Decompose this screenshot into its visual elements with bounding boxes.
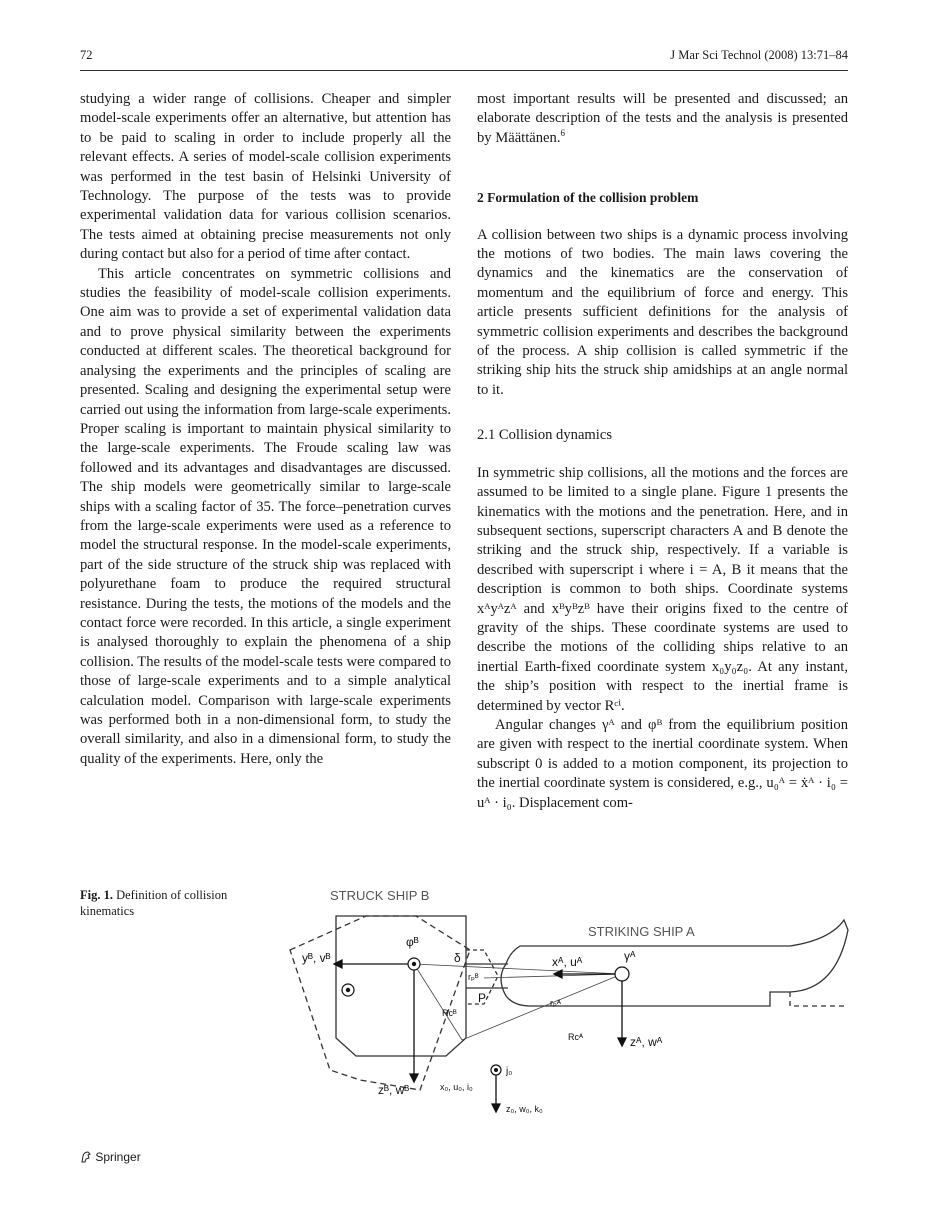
svg-text:rₚᴮ: rₚᴮ bbox=[468, 972, 479, 982]
subsection-heading: 2.1 Collision dynamics bbox=[477, 427, 612, 444]
journal-citation: J Mar Sci Technol (2008) 13:71–84 bbox=[670, 48, 848, 62]
page-header bbox=[80, 48, 848, 68]
svg-text:Rᴄᴬ: Rᴄᴬ bbox=[568, 1032, 584, 1042]
svg-text:Rᴄᴮ: Rᴄᴮ bbox=[442, 1008, 457, 1018]
striking-ship-label: STRIKING SHIP A bbox=[588, 924, 695, 939]
publisher-name: Springer bbox=[95, 1150, 141, 1164]
paragraph: studying a wider range of collisions. Cheaper and simpler model-scale experiments offer an alternative, but attention has to be paid to scaling in order to include properly all the relevant effects. A series of model-scale collision experiments was performed in the test basin of Helsinki University of Technology. The purpose of the tests was to provide experimental validation data for various collision scenarios. The tests aimed at obtaining precise measurements not only during contact but also for a period of time after contact. bbox=[80, 91, 451, 263]
svg-text:P: P bbox=[478, 991, 487, 1005]
springer-horse-icon bbox=[80, 1151, 92, 1163]
svg-text:zᴮ, wᴮ: zᴮ, wᴮ bbox=[378, 1083, 410, 1097]
svg-text:δ: δ bbox=[454, 951, 461, 965]
section-heading: 2 Formulation of the collision problem bbox=[477, 190, 699, 206]
left-column bbox=[80, 90, 451, 769]
svg-text:zᴬ, wᴬ: zᴬ, wᴬ bbox=[630, 1035, 663, 1049]
page-number: 72 bbox=[80, 48, 93, 62]
collision-kinematics-figure bbox=[270, 880, 850, 1120]
paragraph: most important results will be presented and discussed; an elaborate description of the tests and the analysis is presented by Määttänen.$^6$ bbox=[477, 91, 848, 146]
paragraph: A collision between two ships is a dynamic process involving the motions of two bodies. The main laws covering the dynamics and the kinematics are the conservation of momentum and the equilibrium of force and energy. This article presents sufficient definitions for the analysis of symmetric collision experiments and describes the background of the process. A ship collision is called symmetric if the striking ship hits the struck ship amidships at an angle normal to it. bbox=[477, 226, 848, 398]
publisher-footer bbox=[80, 1150, 141, 1164]
svg-text:x₀, u₀, i₀: x₀, u₀, i₀ bbox=[440, 1082, 473, 1092]
svg-text:j₀: j₀ bbox=[506, 1066, 513, 1077]
struck-ship-rotated-outline bbox=[290, 916, 470, 1090]
right-column bbox=[477, 90, 848, 813]
paragraph: Angular changes γᴬ and φᴮ from the equilibrium position are given with respect to the inertial coordinate system. When subscript 0 is added to a motion component, its projection to the inertial coordinate system is considered, e.g., u₀ᴬ = ẋᴬ · i₀ = uᴬ · i₀. Displacement com- bbox=[477, 716, 848, 811]
figure-caption: Fig. 1. Definition of collision kinematics bbox=[80, 888, 228, 918]
header-rule bbox=[80, 70, 848, 71]
svg-text:z₀, w₀, k₀: z₀, w₀, k₀ bbox=[506, 1104, 543, 1114]
struck-ship-label: STRUCK SHIP B bbox=[330, 888, 430, 903]
svg-text:rₚᴬ: rₚᴬ bbox=[550, 998, 561, 1008]
svg-text:xᴬ, uᴬ: xᴬ, uᴬ bbox=[552, 955, 583, 969]
center-of-gravity-a bbox=[615, 967, 629, 981]
svg-text:yᴮ, vᴮ: yᴮ, vᴮ bbox=[302, 951, 331, 965]
svg-text:φᴮ: φᴮ bbox=[406, 935, 419, 949]
svg-text:γᴬ: γᴬ bbox=[624, 949, 636, 963]
paragraph: This article concentrates on symmetric collisions and studies the feasibility of model-scale collision experiments. One aim was to provide a set of experimental validation data and to prove physical similarity between the experiments conducted at different scales. The theoretical background for analysing the experiments and the principles of scaling are presented. Scaling and designing the experimental setup were carried out using the information from large-scale experiments. Proper scaling is important to maintain physical similarity to the large-scale experiments. The Froude scaling law was followed and its advantages and disadvantages are discussed. The ship models were geometrically similar to large-scale ships with a scaling factor of 35. The force–penetration curves from the large-scale experiments were used as a reference to model the structural response. In the model-scale experiments, part of the side structure of the struck ship was replaced with polyurethane foam to produce the required structural resistance. During the tests, the motions of the models and the contact force were recorded. In this article, a single experiment is analysed thoroughly to explain the phenomena of a ship collision. The results of the model-scale tests were compared to those of large-scale experiments and to a simple analytical calculation model. Comparison with large-scale experiments was performed both in a non-dimensional form, to study the overall similarity, and also in a dimensional form, to study the quality of the experiments. Here, only the bbox=[80, 265, 451, 767]
paragraph: In symmetric ship collisions, all the motions and the forces are assumed to be limited to a single plane. Figure 1 presents the kinematics with the motions and the penetration. Here, and in subsequent sections, superscript characters A and B denote the striking and the struck ship, respectively. If a variable is described with superscript i where i = A, B it means that the description is common to both ships. Coordinate systems xᴬyᴬzᴬ and xᴮyᴮzᴮ have their origins fixed to the centre of gravity of the ships. These coordinate systems are used to describe the motions of the colliding ships relative to an inertial Earth-fixed coordinate system x₀y₀z₀. At any instant, the ship’s position with respect to the inertial frame is determined by vector Rᶜⁱ. bbox=[477, 464, 848, 714]
struck-ship-hull bbox=[336, 916, 466, 1056]
